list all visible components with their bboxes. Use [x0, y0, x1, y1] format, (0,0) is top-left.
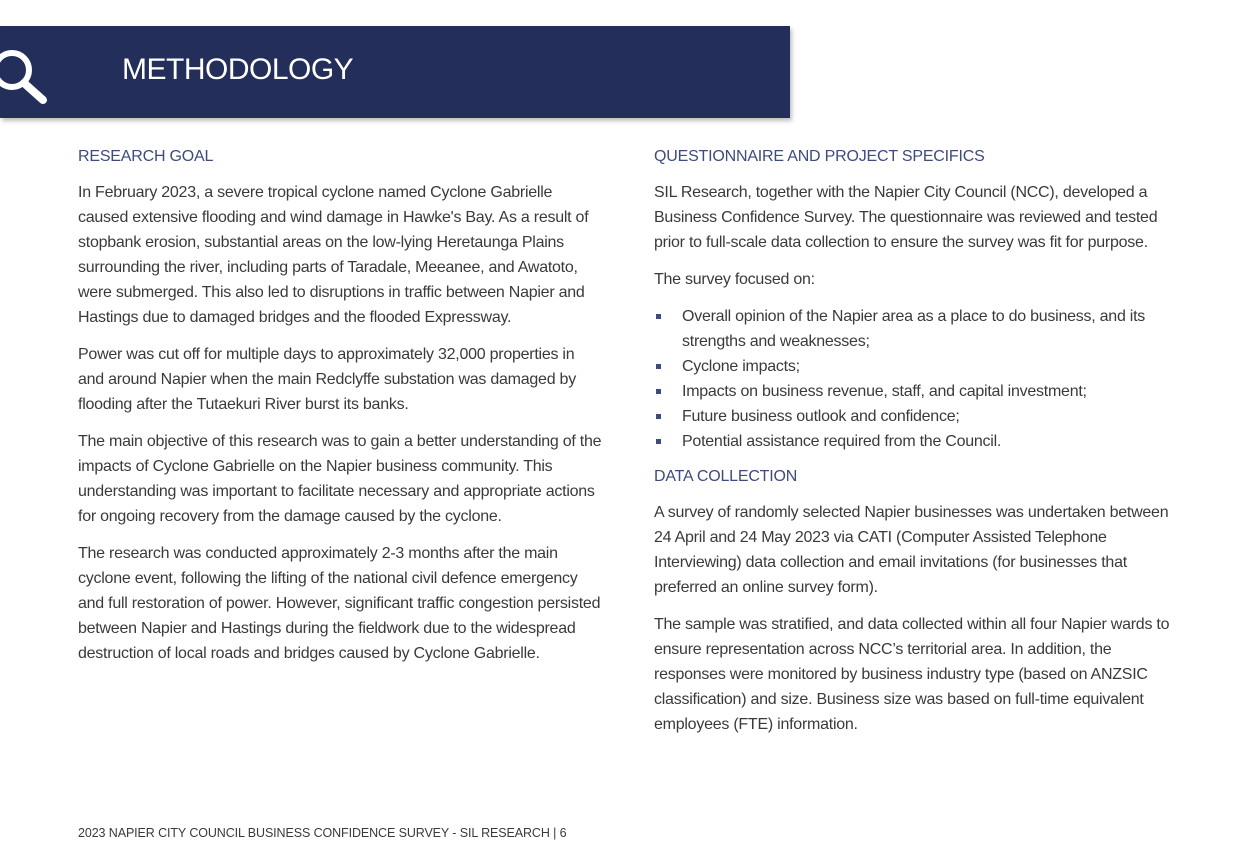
list-item-text: Cyclone impacts; — [682, 358, 800, 375]
research-goal-paragraph: The main objective of this research was to gain a better understanding of the impacts of Cyclone Gabrielle on the Napier business community. This understanding was important to facilitate necessary and appropriate actions for ongoing recovery from the damage caused by the cyclone. — [78, 433, 602, 525]
data-collection-heading: DATA COLLECTION — [654, 468, 798, 485]
questionnaire-heading: QUESTIONNAIRE AND PROJECT SPECIFICS — [654, 148, 985, 165]
list-item — [654, 404, 1179, 429]
bullet-icon — [656, 414, 661, 419]
list-item — [654, 429, 1179, 454]
right-column — [654, 146, 1179, 749]
research-goal-paragraph: In February 2023, a severe tropical cyclone named Cyclone Gabrielle caused extensive flooding and wind damage in Hawke's Bay. As a result of stopbank erosion, substantial areas on the low-lying Heretaunga Plains surrounding the river, including parts of Taradale, Meeanee, and Awatoto, were submerged. This also led to disruptions in traffic between Napier and Hastings due to damaged bridges and the flooded Expressway. — [78, 184, 589, 326]
questionnaire-intro: SIL Research, together with the Napier City Council (NCC), developed a Business Confidence Survey. The questionnaire was reviewed and tested prior to full-scale data collection to ensure the survey was fit for purpose. — [654, 184, 1158, 251]
survey-focus-list — [654, 304, 1179, 454]
research-goal-paragraph: The research was conducted approximately 2-3 months after the main cyclone event, following the lifting of the national civil defence emergency and full restoration of power. However, significant traffic congestion persisted between Napier and Hastings during the fieldwork due to the widespread destruction of local roads and bridges caused by Cyclone Gabrielle. — [78, 545, 601, 662]
left-column — [78, 146, 603, 678]
list-item-text: Impacts on business revenue, staff, and capital investment; — [682, 383, 1087, 400]
list-item-text: Potential assistance required from the Council. — [682, 433, 1002, 450]
list-item — [654, 379, 1179, 404]
bullet-icon — [656, 389, 661, 394]
research-goal-paragraph: Power was cut off for multiple days to approximately 32,000 properties in and around Napier when the main Redclyffe substation was damaged by flooding after the Tutaekuri River burst its banks. — [78, 346, 576, 413]
survey-focus-label: The survey focused on: — [654, 271, 815, 288]
data-collection-paragraph: A survey of randomly selected Napier businesses was undertaken between 24 April and 24 May 2023 via CATI (Computer Assisted Telephone Interviewing) data collection and email invitations (for businesses that preferred an online survey form). — [654, 504, 1169, 596]
page-title: METHODOLOGY — [122, 53, 354, 86]
section-banner — [0, 26, 790, 118]
list-item — [654, 354, 1179, 379]
list-item — [654, 304, 1179, 354]
bullet-icon — [656, 314, 661, 319]
bullet-icon — [656, 439, 661, 444]
research-goal-heading: RESEARCH GOAL — [78, 148, 214, 165]
list-item-text: Overall opinion of the Napier area as a place to do business, and its strengths and weaknesses; — [682, 308, 1146, 350]
page-footer: 2023 NAPIER CITY COUNCIL BUSINESS CONFIDENCE SURVEY - SIL RESEARCH | 6 — [78, 826, 567, 840]
bullet-icon — [656, 364, 661, 369]
data-collection-paragraph: The sample was stratified, and data collected within all four Napier wards to ensure representation across NCC’s territorial area. In addition, the responses were monitored by business industry type (based on ANZSIC classification) and size. Business size was based on full-time equivalent employees (FTE) information. — [654, 616, 1170, 733]
list-item-text: Future business outlook and confidence; — [682, 408, 960, 425]
search-icon — [0, 44, 50, 108]
